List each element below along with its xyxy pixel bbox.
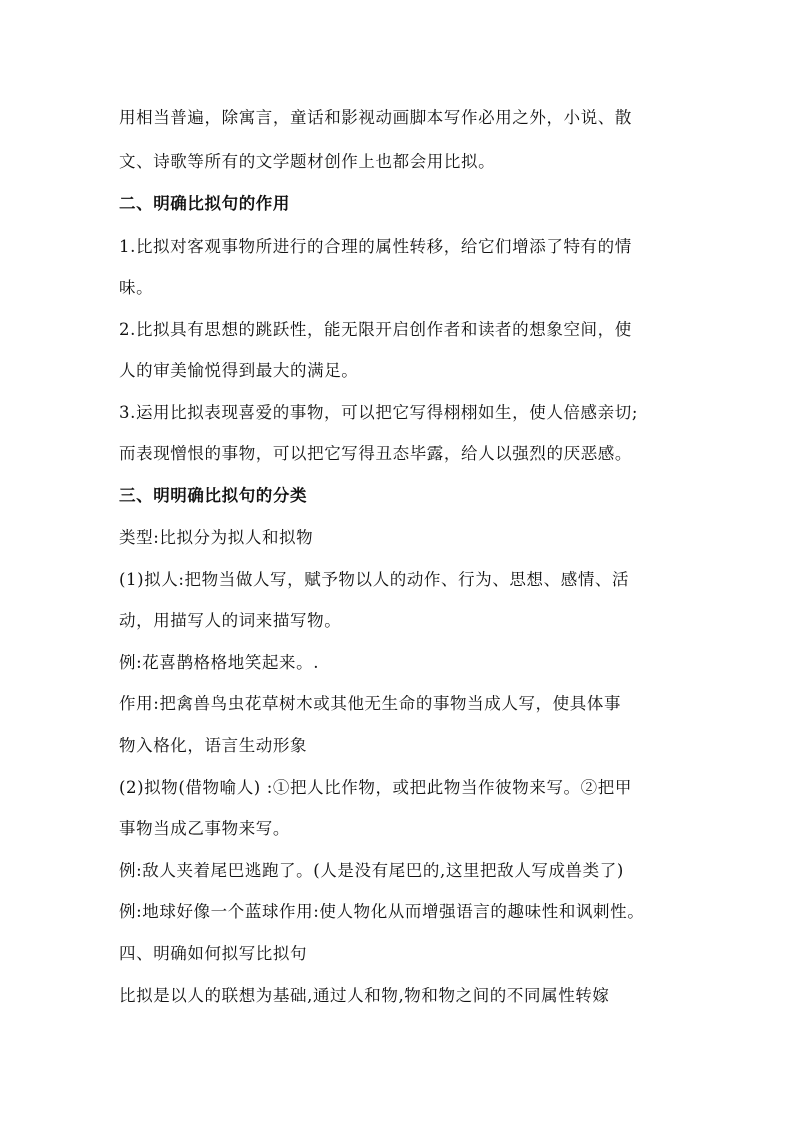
paragraph-line: 文、诗歌等所有的文学题材创作上也都会用比拟。 [119, 152, 496, 171]
paragraph-line: 类型:比拟分为拟人和拟物 [119, 528, 314, 547]
paragraph-line: 而表现憎恨的事物，可以把它写得丑态毕露，给人以强烈的厌恶感。 [119, 444, 632, 463]
paragraph-line: 味。 [119, 278, 154, 297]
paragraph-line: (1)拟人:把物当做人写，赋予物以人的动作、行为、思想、感情、活 [119, 570, 630, 589]
paragraph-line: 2.比拟具有思想的跳跃性，能无限开启创作者和读者的想象空间，使 [119, 320, 632, 339]
paragraph-line: 人的审美愉悦得到最大的满足。 [119, 361, 359, 380]
paragraph-line: 比拟是以人的联想为基础,通过人和物,物和物之间的不同属性转嫁 [119, 986, 610, 1005]
paragraph-line: 动，用描写人的词来描写物。 [119, 611, 342, 630]
paragraph-line: 例:花喜鹊格格地笑起来。. [119, 653, 320, 672]
section-heading: 四、明确如何拟写比拟句 [119, 944, 308, 963]
section-heading: 三、明明确比拟句的分类 [119, 486, 308, 505]
paragraph-line: 事物当成乙事物来写。 [119, 819, 290, 838]
paragraph-line: 作用:把禽兽鸟虫花草树木或其他无生命的事物当成人写，使具体事 [119, 694, 622, 713]
paragraph-line: 3.运用比拟表现喜爱的事物，可以把它写得栩栩如生，使人倍感亲切; [119, 403, 639, 422]
paragraph-line: (2)拟物(借物喻人) :①把人比作物，或把此物当作彼物来写。②把甲 [119, 778, 632, 797]
section-heading: 二、明确比拟句的作用 [119, 194, 290, 213]
paragraph-line: 1.比拟对客观事物所进行的合理的属性转移，给它们增添了特有的情 [119, 237, 632, 256]
paragraph-line: 用相当普遍，除寓言，童话和影视动画脚本写作必用之外，小说、散 [119, 108, 632, 127]
paragraph-line: 例:敌人夹着尾巴逃跑了。(人是没有尾巴的,这里把敌人写成兽类了) [119, 861, 624, 880]
paragraph-line: 例:地球好像一个蓝球作用:使人物化从而增强语言的趣味性和讽刺性。 [119, 902, 645, 921]
paragraph-line: 物入格化，语言生动形象 [119, 736, 308, 755]
